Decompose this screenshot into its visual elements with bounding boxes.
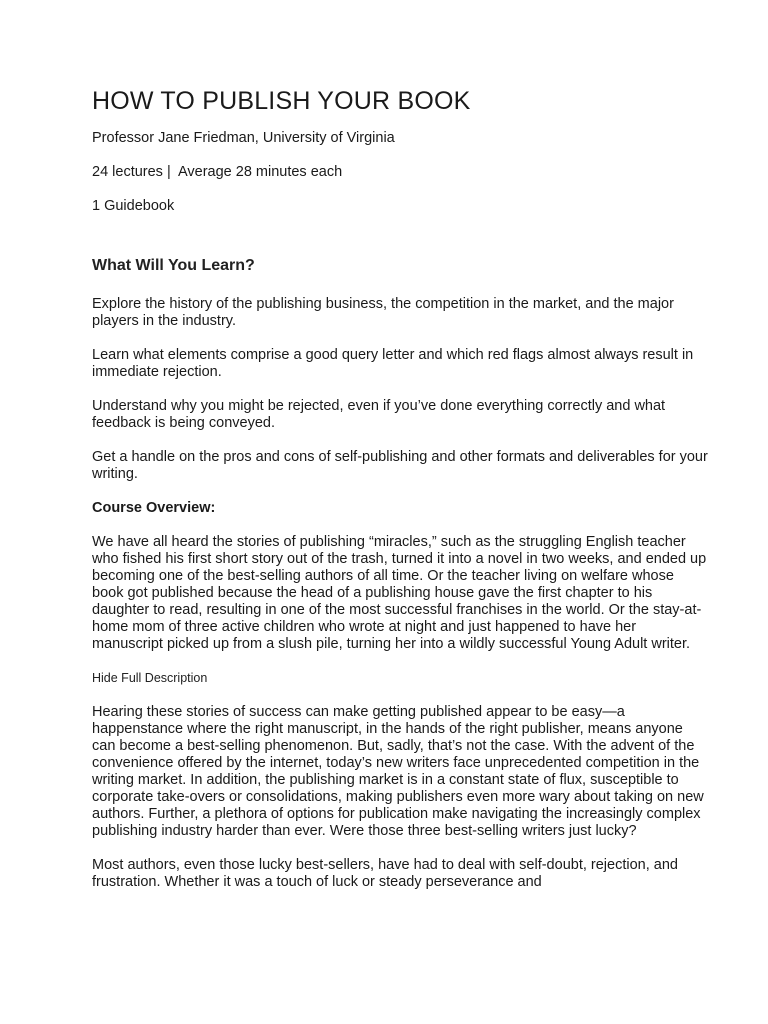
lectures-line: 24 lectures | Average 28 minutes each [92,164,343,180]
learn-heading: What Will You Learn? [92,257,255,274]
description-paragraph: Hearing these stories of success can make getting published appear to be easy—a happenstance where the right manuscript, in the hands of the right publisher, means anyone can become a best-selling phenomenon. But, sadly, that’s not the case. With the advent of the convenience offered by the internet, today’s new writers face unprecedented competition in the writing market. In addition, the publishing market is in a constant state of flux, susceptible to corporate take-overs or consolidations, making publishers even more wary about taking on new authors. Further, a plethora of options for publication make navigating the increasingly complex publishing industry harder than ever. Were those three best-selling writers just lucky? [92,704,704,839]
document-title: HOW TO PUBLISH YOUR BOOK [92,87,471,115]
learn-item: Learn what elements comprise a good query letter and which red flags almost always result in immediate rejection. [92,347,694,380]
learn-item: Understand why you might be rejected, even if you’ve done everything correctly and what feedback is being conveyed. [92,398,666,431]
overview-heading: Course Overview: [92,500,216,516]
overview-paragraph: We have all heard the stories of publishing “miracles,” such as the struggling English teacher who fished his first short story out of the trash, turned it into a novel in two weeks, and ended up becoming one of the best-selling authors of all time. Or the teacher living on welfare whose book got published because the head of a publishing house gave the first chapter to his daughter to read, resulting in one of the most successful franchises in the world. Or the stay-at-home mom of three active children who wrote at night and just happened to have her manuscript picked up from a slush pile, turning her into a wildly successful Young Adult writer. [92,534,707,652]
author-line: Professor Jane Friedman, University of Virginia [92,130,395,146]
learn-item: Explore the history of the publishing business, the competition in the market, and the major players in the industry. [92,296,674,329]
hide-description-link[interactable]: Hide Full Description [92,671,208,685]
learn-item: Get a handle on the pros and cons of self-publishing and other formats and deliverables for your writing. [92,449,708,482]
description-paragraph: Most authors, even those lucky best-sellers, have had to deal with self-doubt, rejection, and frustration. Whether it was a touch of luck or steady perseverance and [92,857,678,890]
guidebook-line: 1 Guidebook [92,198,175,214]
